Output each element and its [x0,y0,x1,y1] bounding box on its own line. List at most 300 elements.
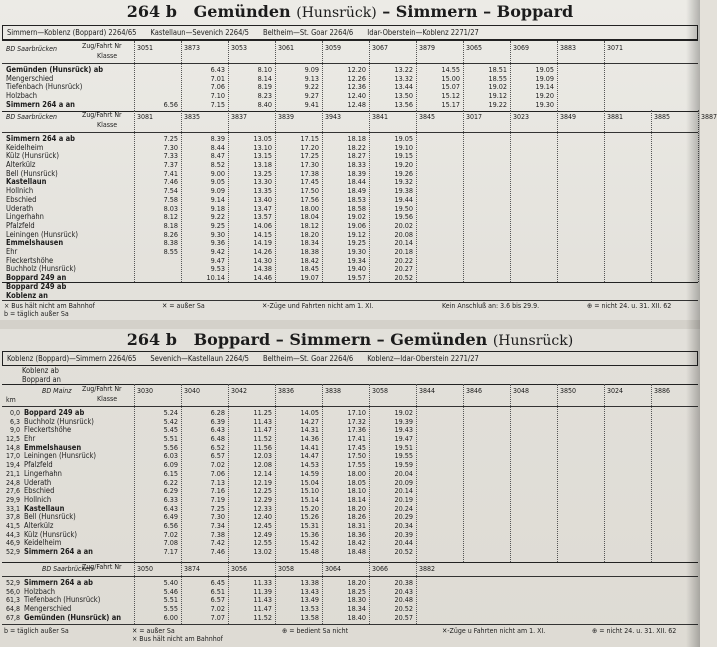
train-number: 3886 [654,387,671,395]
departure-time: 6.33 [163,494,178,504]
departure-time: 17.32 [347,416,366,426]
departure-time: 13.22 [394,65,413,74]
station: Bell (Hunsrück) [6,168,58,178]
departure-time: 13.10 [253,142,272,152]
departure-time: 15.20 [300,503,319,513]
departure-time: 18.27 [347,151,366,161]
train-number: 3050 [137,565,154,573]
train-number: 3850 [560,387,577,395]
departure-time: 18.00 [300,203,319,213]
departure-time: 14.05 [300,408,319,417]
train-number: 3053 [231,44,248,52]
departure-time: 19.56 [394,212,413,222]
train-number: 3069 [513,44,530,52]
time-column [324,135,366,283]
time-column [136,135,178,257]
km-column [2,579,20,622]
time-column [324,579,366,622]
departure-time: 15.00 [441,73,460,83]
top-title-rest: – Simmern – Boppard [382,2,574,21]
departure-time: 18.42 [347,538,366,548]
time-column [371,409,413,557]
station: Koblenz an [6,290,48,300]
departure-time: 19.32 [394,177,413,187]
station: Tiefenbach (Hunsrück) [24,595,101,605]
departure-time: 7.46 [163,177,178,187]
departure-time [136,66,178,75]
departure-time: 17.50 [347,451,366,461]
footnote: × Bus hält nicht am Bahnhof [132,635,223,643]
departure-time: 14.55 [441,65,460,74]
column-divider [181,562,182,624]
footnote: ✕ = außer Sa [132,627,175,635]
station: Boppard 249 ab [6,282,67,291]
departure-time: 6.51 [210,586,225,596]
departure-time: 6.28 [210,408,225,417]
departure-time: 18.39 [347,168,366,178]
station-list [6,283,134,300]
time-column [277,409,319,557]
departure-time: 7.13 [210,477,225,487]
departure-time: 7.10 [210,91,225,101]
departure-time: 19.05 [394,134,413,143]
time-column [324,409,366,557]
departure-time: 8.19 [257,82,272,92]
column-divider [134,384,135,562]
column-divider [557,384,558,562]
footnote: ⊕ = nicht 24. u. 31. XII. 62 [587,302,672,310]
km-value: 27,6 [5,487,20,496]
departure-time: 13.58 [300,612,319,622]
departure-time: 9.41 [304,99,319,109]
departure-time: 9.27 [304,91,319,101]
km-value: 41,5 [5,521,20,530]
time-column [230,66,272,109]
departure-time: 11.47 [253,604,272,614]
zug-label: Zug/Fahrt Nr [82,563,122,571]
top-title-paren: (Hunsrück) [296,5,377,21]
footnote: b = täglich außer Sa [4,627,69,635]
column-divider [557,41,558,111]
departure-time: 12.33 [253,503,272,513]
column-divider [228,384,229,562]
train-number: 3058 [372,387,389,395]
departure-time: 12.36 [347,82,366,92]
time-column [277,66,319,109]
station: Lingerhahn [6,212,44,222]
departure-time: 18.31 [347,520,366,530]
departure-time: 6.52 [210,442,225,452]
departure-time: 19.55 [394,451,413,461]
route-ref: Kastellaun—Sevenich 2264/5 [150,28,249,37]
top-table-number: 264 b [126,2,177,21]
train-number: 3056 [231,565,248,573]
departure-time: 17.41 [347,434,366,444]
route-ref: Koblenz (Boppard)—Simmern 2264/65 [7,354,137,363]
departure-time: 17.45 [347,442,366,452]
departure-time: 12.40 [253,512,272,522]
departure-time: 6.43 [210,425,225,435]
km-value: 46,9 [5,539,20,548]
departure-time: 19.43 [394,425,413,435]
departure-time: 5.55 [163,604,178,614]
station: Simmern 264 a an [6,99,75,109]
departure-time: 19.12 [347,229,366,239]
departure-time: 13.47 [253,203,272,213]
departure-time: 14.06 [253,220,272,230]
station-list [6,66,134,109]
departure-time: 6.00 [163,612,178,622]
departure-time: 17.36 [347,425,366,435]
departure-time: 20.14 [394,486,413,496]
zug-label: Zug/Fahrt Nr [82,42,122,50]
time-column [512,66,554,109]
departure-time: 20.38 [394,578,413,587]
time-column [183,409,225,557]
departure-time: 20.04 [394,468,413,478]
train-number: 3059 [325,44,342,52]
departure-time: 13.02 [253,547,272,556]
column-divider [416,41,417,111]
departure-time: 5.56 [163,442,178,452]
departure-time: 13.44 [394,82,413,92]
km-value: 0,0 [9,409,20,417]
km-value: 6,3 [9,417,20,426]
station: Boppard an [22,374,61,384]
station: Ehr [24,434,36,444]
departure-time: 9.09 [210,186,225,196]
departure-time: 15.36 [300,529,319,539]
departure-time: 12.55 [253,538,272,548]
departure-time: 12.49 [253,529,272,539]
train-number: 3887 [701,113,717,121]
klasse-label: Klasse [97,121,118,129]
departure-time: 8.26 [163,229,178,239]
column-divider [369,41,370,111]
departure-time: 19.26 [394,168,413,178]
departure-time: 14.27 [300,416,319,426]
station: Kastellaun [6,177,47,187]
departure-time: 13.53 [300,604,319,614]
km-value: 61,3 [5,596,20,605]
departure-time: 19.34 [347,255,366,265]
departure-time: 6.15 [163,468,178,478]
column-divider [228,562,229,624]
departure-time: 6.49 [163,512,178,522]
km-value: 29,9 [5,495,20,504]
departure-time: 9.47 [210,255,225,265]
route-ref: Idar-Oberstein—Koblenz 2271/27 [367,28,479,37]
top-footnotes [2,300,698,319]
departure-time: 5.46 [163,586,178,596]
time-column [183,135,225,283]
departure-time: 8.40 [257,99,272,109]
departure-time: 5.45 [163,425,178,435]
departure-time: 15.07 [441,82,460,92]
column-divider [510,110,511,282]
station: Keidelheim [6,142,44,152]
time-column [136,66,178,109]
departure-time: 11.25 [253,408,272,417]
train-number: 3873 [184,44,201,52]
km-value: 24,8 [5,478,20,487]
departure-time: 20.02 [394,220,413,230]
column-divider [510,384,511,562]
departure-time [136,83,178,92]
train-number: 3835 [184,113,201,121]
time-column [230,579,272,622]
departure-time: 10.14 [206,273,225,282]
station: Leiningen (Hunsrück) [6,229,79,239]
train-number: 3846 [466,387,483,395]
departure-time: 7.07 [210,612,225,622]
time-column [277,579,319,622]
departure-time: 11.39 [253,586,272,596]
column-divider [369,110,370,282]
departure-time: 12.20 [347,65,366,74]
departure-time: 7.30 [163,142,178,152]
departure-time: 13.43 [300,586,319,596]
column-divider [134,41,135,111]
column-divider [228,41,229,111]
departure-time: 7.01 [210,73,225,83]
departure-time: 6.48 [210,434,225,444]
departure-time: 7.02 [163,529,178,539]
footnote: ✕-Züge u Fahrten nicht am 1. XI. [442,627,546,635]
departure-time: 19.30 [347,246,366,256]
departure-time: 17.38 [300,168,319,178]
departure-time: 7.02 [210,460,225,470]
departure-time: 19.20 [394,160,413,170]
train-number: 3066 [372,565,389,573]
km-value: 19,4 [5,461,20,470]
departure-time: 17.30 [300,160,319,170]
departure-time: 11.47 [253,425,272,435]
station: Mengerschied [6,73,54,83]
departure-time: 19.30 [535,99,554,109]
footnote: ⊕ = bedient Sa nicht [282,627,349,635]
departure-time: 7.08 [163,538,178,548]
departure-time: 6.57 [210,451,225,461]
station: Mengerschied [24,604,72,614]
departure-time: 8.18 [163,220,178,230]
station-list [24,579,152,622]
station: Holzbach [6,91,38,101]
departure-time: 7.58 [163,194,178,204]
klasse-label: Klasse [97,52,118,60]
departure-time: 20.29 [394,512,413,522]
departure-time: 6.56 [163,520,178,530]
train-number: 3030 [137,387,154,395]
train-number: 3838 [325,387,342,395]
departure-time: 18.25 [347,586,366,596]
station: Uderath [6,203,34,213]
departure-time: 15.26 [300,512,319,522]
departure-time: 11.52 [253,612,272,622]
departure-time: 13.25 [253,168,272,178]
departure-time: 18.33 [347,160,366,170]
departure-time: 9.09 [304,65,319,74]
departure-time: 14.38 [253,264,272,274]
departure-time [136,75,178,84]
departure-time: 17.25 [300,151,319,161]
km-value: 9,0 [9,426,20,435]
departure-time: 6.29 [163,486,178,496]
departure-time: 19.20 [535,91,554,101]
departure-time: 14.59 [300,468,319,478]
station: Alterkülz [24,520,54,530]
departure-time: 17.15 [300,134,319,143]
departure-time: 14.30 [253,255,272,265]
departure-time: 14.15 [253,229,272,239]
station: Pfalzfeld [6,220,35,230]
departure-time: 18.05 [347,477,366,487]
departure-time: 18.42 [300,255,319,265]
km-value: 37,8 [5,513,20,522]
departure-time: 18.45 [300,264,319,274]
column-divider [604,384,605,562]
station: Emmelshausen [24,442,82,452]
departure-time: 7.41 [163,168,178,178]
column-divider [463,110,464,282]
departure-time: 19.22 [488,99,507,109]
train-number: 3024 [607,387,624,395]
footnote: b = täglich außer Sa [4,310,69,318]
departure-time: 19.15 [394,151,413,161]
station: Kastellaun [24,503,65,513]
departure-time: 18.34 [300,238,319,248]
top-section-b [2,110,717,283]
departure-time: 20.52 [394,604,413,614]
departure-time: 19.02 [488,82,507,92]
column-divider [181,384,182,562]
station: Koblenz ab [22,366,59,375]
time-column [277,135,319,283]
departure-time: 12.25 [253,486,272,496]
footnote: × Bus hält nicht am Bahnhof [4,302,95,310]
departure-time: 12.48 [347,99,366,109]
departure-time: 18.20 [347,578,366,587]
departure-time: 18.48 [347,547,366,556]
departure-time: 9.22 [210,212,225,222]
departure-time: 19.09 [535,73,554,83]
column-divider [181,41,182,111]
zug-label: Zug/Fahrt Nr [82,385,122,393]
station: Fleckertshöhe [24,425,72,435]
zug-label: Zug/Fahrt Nr [82,111,122,119]
time-column [230,409,272,557]
departure-time: 12.14 [253,468,272,478]
bottom-title [0,330,700,349]
departure-time: 17.50 [300,186,319,196]
rule [2,132,698,133]
column-divider [134,562,135,624]
departure-time: 7.30 [210,512,225,522]
departure-time: 12.40 [347,91,366,101]
departure-time: 9.53 [210,264,225,274]
time-column [371,579,413,622]
route-ref: Simmern—Koblenz (Boppard) 2264/65 [7,28,137,37]
departure-time: 11.33 [253,578,272,587]
departure-time: 9.13 [304,73,319,83]
time-column [183,579,225,622]
departure-time: 20.48 [394,595,413,605]
train-number: 3885 [654,113,671,121]
departure-time: 17.10 [347,408,366,417]
station: Ehr [6,246,18,256]
train-number: 3879 [419,44,436,52]
departure-time: 18.22 [347,142,366,152]
departure-time: 7.46 [210,547,225,556]
bd-label: BD Saarbrücken [6,113,58,121]
column-divider [322,384,323,562]
column-divider [134,110,135,282]
departure-time: 13.18 [253,160,272,170]
bd-label: BD Saarbrücken [6,45,58,53]
departure-time: 9.18 [210,203,225,213]
station: Boppard 249 an [6,273,67,282]
station: Külz (Hunsrück) [6,151,59,161]
station: Emmelshausen [6,238,64,248]
departure-time: 13.40 [253,194,272,204]
column-divider [604,110,605,282]
top-section-a [2,40,698,112]
departure-time: 20.43 [394,586,413,596]
departure-time: 13.30 [253,177,272,187]
column-divider [651,110,652,282]
departure-time: 18.53 [347,194,366,204]
departure-time: 11.43 [253,595,272,605]
train-number: 3061 [278,44,295,52]
km-label: km [6,396,16,404]
departure-time: 12.08 [253,460,272,470]
departure-time: 7.34 [210,520,225,530]
departure-time: 7.25 [210,503,225,513]
train-number: 3042 [231,387,248,395]
departure-time: 13.50 [394,91,413,101]
train-number: 3058 [278,565,295,573]
time-column [136,579,178,622]
footnote: ✕ = außer Sa [162,302,205,310]
departure-time: 8.52 [210,160,225,170]
departure-time: 19.06 [347,220,366,230]
departure-time: 18.20 [347,503,366,513]
departure-time: 13.15 [253,151,272,161]
departure-time: 20.18 [394,246,413,256]
departure-time: 17.56 [300,194,319,204]
station: Leiningen (Hunsrück) [24,451,97,461]
train-number: 3874 [184,565,201,573]
departure-time: 5.40 [163,578,178,587]
departure-time: 15.12 [441,91,460,101]
departure-time: 18.38 [300,246,319,256]
column-divider [322,110,323,282]
departure-time: 13.56 [394,99,413,109]
train-number: 3883 [560,44,577,52]
departure-time: 14.53 [300,460,319,470]
departure-time: 15.10 [300,486,319,496]
bottom-section-c [2,562,698,625]
train-number: 3837 [231,113,248,121]
train-number: 3023 [513,113,530,121]
column-divider [322,41,323,111]
departure-time: 8.12 [163,212,178,222]
departure-time: 8.39 [210,134,225,143]
station: Hollnich [24,494,52,504]
station: Bell (Hunsrück) [24,512,76,522]
column-divider [651,384,652,562]
route-ref: Sevenich—Kastellaun 2264/5 [150,354,249,363]
